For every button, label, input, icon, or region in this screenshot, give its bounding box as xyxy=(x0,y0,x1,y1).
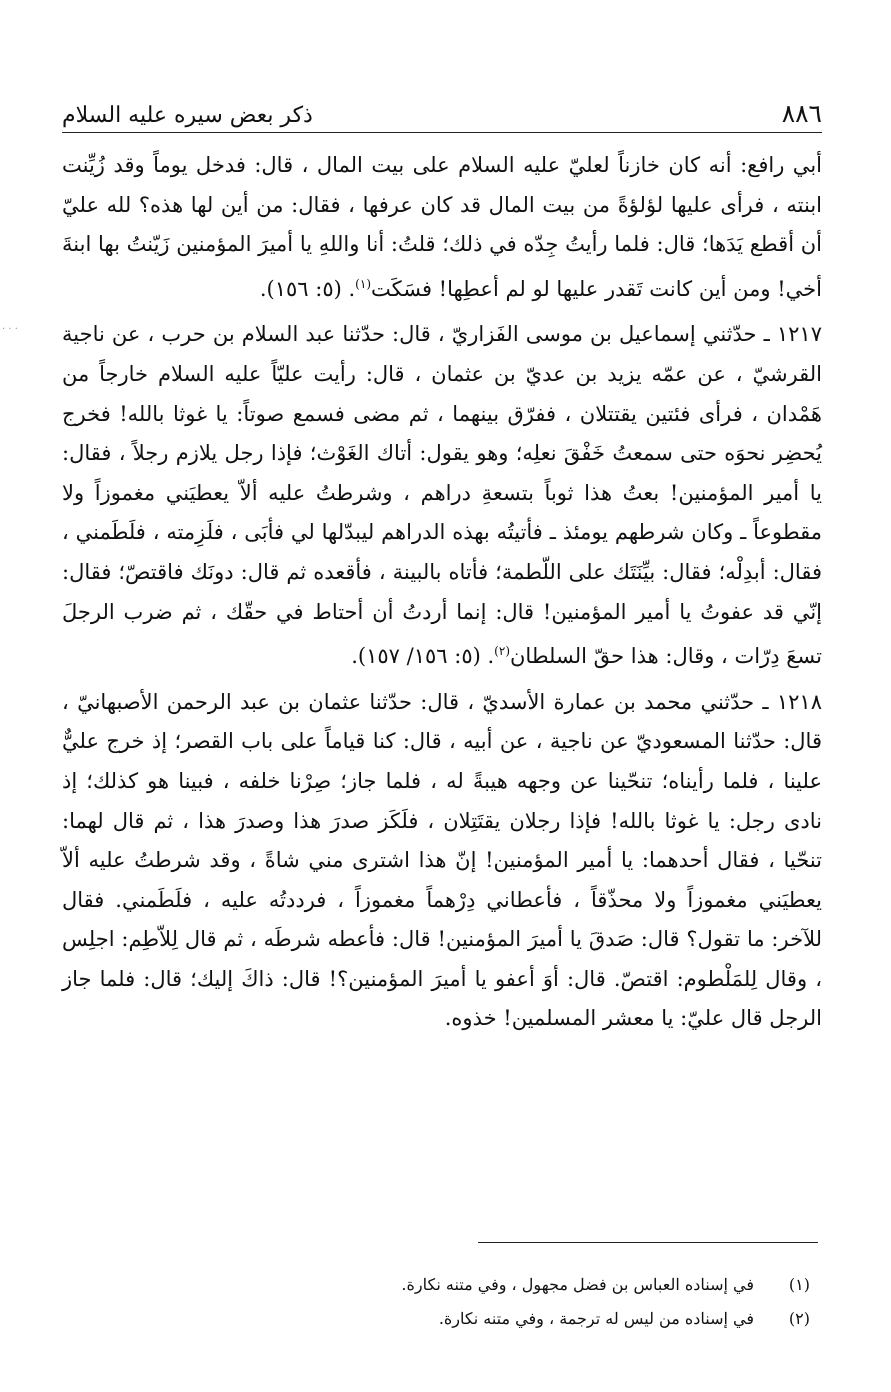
footnote-number: (١) xyxy=(788,1275,810,1294)
scan-edge-dots-icon: · · · xyxy=(2,324,18,335)
paragraph-text: ١٢١٨ ـ حدّثني محمد بن عمارة الأسديّ ، قال: حدّثنا عثمان بن عبد الرحمن الأصبهانيّ ، قال: حدّثنا المسعوديّ عن ناجية ، عن أبيه ، قال: كنا قياماً على باب القصر؛ إذ خرج عليٌّ علينا ، فلما رأيناه؛ تنحّينا عن وجهه هيبةً له ، فلما جاز؛ صِرْنا خلفه ، فبينا هو كذلك؛ إذ نادى رجل: يا غوثا بالله! فإذا رجلان يقتَتِلان ، فلَكَز صدرَ هذا وصدرَ هذا ، ثم قال لهما: تنحّيا ، فقال أحدهما: يا أمير المؤمنين! إنّ هذا اشترى مني شاةً ، وقد شرطتُ عليه ألاّ يعطيَني مغموزاً ولا محذّقاً ، فأعطاني دِرْهماً مغموزاً ، فرددتُه عليه ، فلَطَمني. فقال للآخر: ما تقول؟ قال: صَدقَ يا أميرَ المؤمنين! قال: فأعطه شرطَه ، ثم قال لِلاّطِم: اجلِس ، وقال لِلمَلْطوم: اقتصّ. قال: أوَ أعفو يا أميرَ المؤمنين؟! قال: ذاكَ إليك؛ قال: فلما جاز الرجل قال عليّ: يا معشر المسلمين! خذوه. xyxy=(62,689,822,1031)
paragraph-text: ١٢١٧ ـ حدّثني إسماعيل بن موسى الفَزاريّ ، قال: حدّثنا عبد السلام بن حرب ، عن ناجية القرشيّ ، عن عمّه يزيد بن عديّ بن عثمان ، قال: رأيت عليّاً عليه السلام خارجاً من هَمْدان ، فرأى فئتين يقتتلان ، ففرّق بينهما ، ثم مضى فسمع صوتاً: يا غوثا بالله! فخرج يُحضِر نحوَه حتى سمعتُ خَفْقَ نعلِه؛ وهو يقول: أتاك الغَوْث؛ فإذا رجل يلازم رجلاً ، فقال: يا أمير المؤمنين! بعتُ هذا ثوباً بتسعةِ دراهم ، وشرطتُ عليه ألاّ يعطيَني مغموزاً ولا مقطوعاً ـ وكان شرطهم يومئذ ـ فأتيتُه بهذه الدراهم ليبدّلها لي فأبَى ، فلَزِمته ، فلَطَمني ، فقال: أبدِلْه؛ فقال: بيِّنَتَك على اللّطمة؛ فأتاه بالبينة ، فأقعده ثم قال: دونَك فاقتصّ؛ فقال: إنّي قد عفوتُ يا أمير المؤمنين! قال: إنما أردتُ أن أحتاط في حقّك ، ثم ضرب الرجلَ تسعَ دِرّات ، وقال: هذا حقّ السلطان xyxy=(62,322,822,669)
paragraph-continuation xyxy=(62,146,822,309)
footnote-1 xyxy=(62,1268,822,1302)
footnotes xyxy=(62,1268,822,1336)
footnote-text: في إسناده العباس بن فضل مجهول ، وفي متنه نكارة. xyxy=(401,1275,754,1294)
page-number: ٨٨٦ xyxy=(781,99,822,128)
footnote-2 xyxy=(62,1302,822,1336)
footnote-marker[interactable]: (٢) xyxy=(494,644,510,659)
main-text xyxy=(62,146,822,1039)
footnote-number: (٢) xyxy=(788,1309,810,1328)
source-reference: . (٥: ١٥٦). xyxy=(259,276,356,301)
source-reference: . (٥: ١٥٦/ ١٥٧). xyxy=(351,644,495,669)
paragraph-1218 xyxy=(62,683,822,1039)
paragraph-text: أبي رافع: أنه كان خازناً لعليّ عليه السلام على بيت المال ، قال: فدخل يوماً وقد زُيِّنت ابنته ، فرأى عليها لؤلؤةً من بيت المال قد كان عرفها ، فقال: من أين لها هذه؟ لله عليّ أن أقطع يَدَها؛ قال: فلما رأيتُ جِدّه في ذلك؛ قلتُ: أنا واللهِ يا أميرَ المؤمنين زَيّنتُ بها ابنةَ أخي! ومن أين كانت تَقدر عليها لو لم أعطِها! فسَكَت xyxy=(62,153,822,301)
footnote-separator xyxy=(478,1242,818,1243)
running-header xyxy=(62,92,822,133)
paragraph-1217 xyxy=(62,315,822,676)
footnote-marker[interactable]: (١) xyxy=(355,276,371,291)
footnote-text: في إسناده من ليس له ترجمة ، وفي متنه نكارة. xyxy=(438,1309,754,1328)
running-title: ذكر بعض سيره عليه السلام xyxy=(62,103,313,128)
